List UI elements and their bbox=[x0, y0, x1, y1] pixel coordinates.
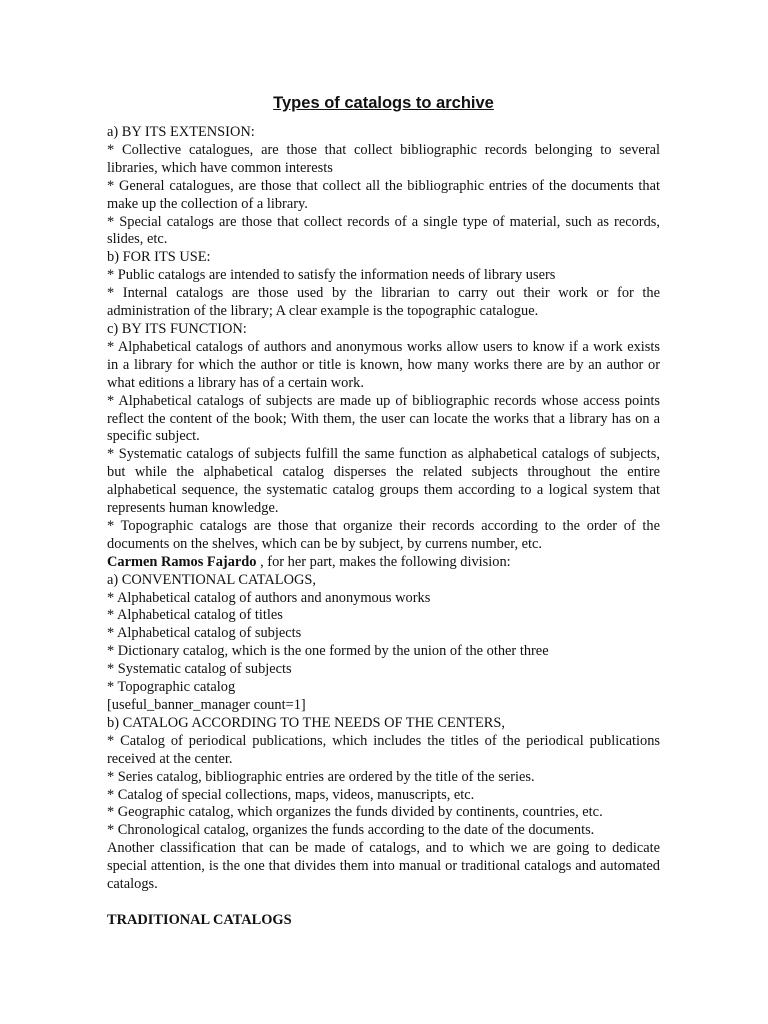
list-item: * Systematic catalog of subjects bbox=[107, 661, 292, 678]
list-item: * Chronological catalog, organizes the funds according to the date of the documents. bbox=[107, 822, 595, 839]
paragraph-systematic-catalogs: * Systematic catalogs of subjects fulfill the same function as alphabetical catalogs of subjects, but while the alphabetical catalog disperses the related subjects throughout the entire alphabetical sequence, the systematic catalog groups them according to a logical system that represents human knowledge. bbox=[107, 446, 660, 517]
paragraph-special-catalogs: * Special catalogs are those that collect records of a single type of material, such as records, slides, etc. bbox=[107, 213, 660, 248]
author-name: Carmen Ramos Fajardo bbox=[107, 553, 257, 570]
list-item: * Series catalog, bibliographic entries are ordered by the title of the series. bbox=[107, 768, 535, 785]
paragraph-another-classification: Another classification that can be made of catalogs, and to which we are going to dedicate special attention, is the one that divides them into manual or traditional catalogs and automated catalogs. bbox=[107, 840, 660, 893]
list-item: * Dictionary catalog, which is the one formed by the union of the other three bbox=[107, 643, 549, 660]
list-item: * Catalog of periodical publications, which includes the titles of the periodical publications received at the center. bbox=[107, 732, 660, 767]
list-item: * Alphabetical catalog of subjects bbox=[107, 625, 302, 642]
document-page bbox=[107, 92, 660, 930]
document-title: Types of catalogs to archive bbox=[273, 94, 494, 112]
paragraph-public-catalogs: * Public catalogs are intended to satisfy the information needs of library users bbox=[107, 267, 556, 284]
list-item: * Alphabetical catalog of authors and anonymous works bbox=[107, 589, 431, 606]
author-division-text: , for her part, makes the following division: bbox=[256, 553, 511, 570]
paragraph-alphabetical-authors: * Alphabetical catalogs of authors and anonymous works allow users to know if a work exists in a library for which the author or title is known, how many works there are by an author or what editions a library has of a certain work. bbox=[107, 338, 660, 391]
author-division-line bbox=[107, 554, 660, 572]
section-heading-function: c) BY ITS FUNCTION: bbox=[107, 320, 247, 337]
list-item: * Topographic catalog bbox=[107, 679, 236, 696]
paragraph-general-catalogues: * General catalogues, are those that collect all the bibliographic entries of the documents that make up the collection of a library. bbox=[107, 177, 660, 212]
spacer bbox=[107, 894, 660, 912]
paragraph-alphabetical-subjects: * Alphabetical catalogs of subjects are made up of bibliographic records whose access points reflect the content of the book; With them, the user can locate the works that a library has on a specific subject. bbox=[107, 392, 660, 445]
section-heading-traditional: TRADITIONAL CATALOGS bbox=[107, 911, 292, 928]
section-heading-extension: a) BY ITS EXTENSION: bbox=[107, 124, 255, 140]
list-item: * Catalog of special collections, maps, videos, manuscripts, etc. bbox=[107, 786, 475, 803]
paragraph-internal-catalogs: * Internal catalogs are those used by the librarian to carry out their work or for the administration of the library; A clear example is the topographic catalogue. bbox=[107, 285, 660, 320]
list-item: * Geographic catalog, which organizes the funds divided by continents, countries, etc. bbox=[107, 804, 603, 821]
section-heading-use: b) FOR ITS USE: bbox=[107, 249, 211, 266]
paragraph-topographic-catalogs: * Topographic catalogs are those that organize their records according to the order of the documents on the shelves, which can be by subject, by currens number, etc. bbox=[107, 517, 660, 552]
section-heading-needs: b) CATALOG ACCORDING TO THE NEEDS OF THE CENTERS, bbox=[107, 714, 505, 731]
paragraph-collective-catalogues: * Collective catalogues, are those that collect bibliographic records belonging to several libraries, which have common interests bbox=[107, 141, 660, 176]
shortcode-text: [useful_banner_manager count=1] bbox=[107, 697, 306, 713]
list-item: * Alphabetical catalog of titles bbox=[107, 607, 283, 624]
section-heading-conventional: a) CONVENTIONAL CATALOGS, bbox=[107, 571, 316, 588]
